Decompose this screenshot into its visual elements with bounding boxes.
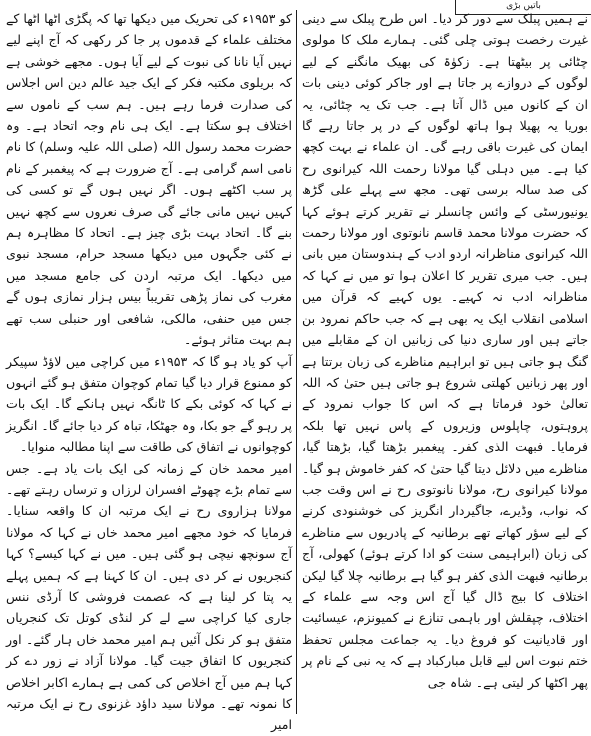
right-column-paragraph: نے ہمیں پبلک سے دور کر دیا۔ اس طرح پبلک سے دینی غیرت رخصت ہوتی چلی گئی۔ ہمارے ملک کا مولوی چٹائی پر بیٹھتا ہے۔ زکوٰۃ کی بھیک مانگنے کے لیے لوگوں کے دروازے پر جاتا ہے اور جاکر کوئی دینی بات ان کے کانوں میں ڈال آتا ہے۔ جب تک یہ چٹائی، یہ بوریا یہ پھیلا ہوا ہاتھ لوگوں کے در پر جاتا رہے گا ایمان کی غیرت باقی رہے گی۔ ان علماء نے بہت کچھ کیا ہے۔ میں دہلی گیا مولانا رحمت اللہ کیرانوی رح کی صد سالہ برسی تھی۔ مجھ سے پہلے علی گڑھ یونیورسٹی کے وائس چانسلر نے تقریر کرتے ہوئے کہا کہ حضرت مولانا محمد قاسم نانوتوی اور مولانا رحمت اللہ کیرانوی مناظرانہ اردو ادب کے ہندوستان میں بانی ہیں۔ جب میری تقریر کا اعلان ہوا تو میں نے کہا کہ مناظرانہ ادب نہ کہیے۔ یوں کہیے کہ قرآن میں اسلامی انقلاب ایک یہ بھی ہے کہ جب حاکم نمرود بن جاتے ہیں اور ساری دنیا کی زبانیں ان کے مقابلے میں گنگ ہو جاتی ہیں تو ابراہیم مناظرے کی زبان برتتا ہے اور پھر زبانیں کھلتی شروع ہو جاتی ہیں حتیٰ کہ اللہ تعالیٰ خود فرماتا ہے کہ اس کا جواب نمرود کے پروہتوں، چاپلوس وزیروں کے پاس نہیں تھا بلکہ فرمایا۔ فبھت الذی کفر۔ پیغمبر بڑھتا گیا، بڑھتا گیا، مناظرے میں دلائل دیتا گیا حتیٰ کہ کفر خاموش ہو گیا۔ مولانا کیرانوی رح، مولانا نانوتوی رح نے اس وقت جب کہ نواب، وڈیرے، جاگیردار انگریز کی خوشنودی کرنے کے لیے سؤر کھاتے تھے برطانیہ کے پادریوں سے مناظرے کی زبان (ابراہیمی سنت کو ادا کرتے ہوئے) کھولی، آج برطانیہ فبھت الذی کفر ہو گیا ہے برطانیہ چلا گیا لیکن اختلاف کا بیج ڈال گیا آج اس وجہ سے علماء کے اختلاف، چپقلش اور باہمی تنازع نے کمیونزم، عیسائیت اور قادیانیت کو فروغ دیا۔ یہ جماعت مجلس تحفظ ختم نبوت اس لیے قابل مبارکباد ہے کہ یہ نبی کے نام پر پھر اکٹھا کر لیتی ہے۔ شاہ جی [302, 11, 588, 690]
left-text-column [6, 8, 292, 733]
column-divider [296, 10, 297, 714]
left-column-paragraph: کو ۱۹۵۳ء کی تحریک میں دیکھا تھا کہ پگڑی اٹھا اٹھا کے مختلف علماء کے قدموں پر جا کر رکھی کہ آج اپنے لیے نہیں آیا نانا کی نبوت کے لیے آیا ہوں۔ مجھے خوشی ہے کہ بریلوی مکتبہ فکر کے ایک جید عالم دین اس اجلاس کی صدارت فرما رہے ہیں۔ ہم سب کے ناموں سے اختلاف ہو سکتا ہے۔ ایک ہی نام وجہ اتحاد ہے۔ وہ حضرت محمد رسول اللہ (صلی اللہ علیہ وسلم) کا نام نامی اسم گرامی ہے۔ آج ضرورت ہے کہ پیغمبر کے نام پر سب اکٹھے ہوں۔ اگر نہیں ہوں گے تو کسی کی کہیں نہیں مانی جائے گی صرف نعروں سے کچھ نہیں بنے گا۔ اتحاد بہت بڑی چیز ہے۔ اتحاد کا مظاہرہ ہم نے کئی جگہوں میں دیکھا مسجد حرام، مسجد نبوی میں دیکھا۔ ایک مرتبہ اردن کی جامع مسجد میں مغرب کی نماز پڑھی تقریباً بیس ہزار نمازی ہوں گے جس میں حنفی، مالکی، شافعی اور حنبلی سب تھے ہم بہت متاثر ہوئے۔ [6, 11, 292, 348]
header-strip-text: باتیں بڑی [506, 1, 541, 11]
right-text-column [302, 8, 588, 716]
left-column-paragraph: امیر محمد خان کے زمانہ کی ایک بات یاد ہے۔ جس سے تمام بڑے چھوٹے افسران لرزاں و ترساں رہتے تھے۔ مولانا ہزاروی رح نے ایک مرتبہ ان کا واقعہ سنایا۔ فرمایا کہ خود مجھے امیر محمد خاں نے کہا کہ مولانا آج سونچھ نیچی ہو گئی ہیں۔ میں نے کہا کیسے؟ کہا کنجریوں نے کر دی ہیں۔ ان کا کہنا ہے کہ ہمیں پہلے یہ پتا کر لینا ہے کہ عصمت فروشی کا آرڈی ننس جاری کیا کراچی سے لے کر لنڈی کوتل تک کنجریاں متفق ہو کر نکل آئیں ہم امیر محمد خاں ہار گئے۔ اور کنجریوں کا اتفاق جیت گیا۔ مولانا آزاد نے زور دے کر کہا ہم میں آج اخلاص کی کمی ہے ہمارے اکابر اخلاص کا نمونہ تھے۔ مولانا سید داؤد غزنوی رح نے ایک مرتبہ امیر [6, 460, 292, 733]
left-column-paragraph: آپ کو یاد ہو گا کہ ۱۹۵۳ء میں کراچی میں لاؤڈ سپیکر کو ممنوع قرار دیا گیا تمام کوچوان متفق ہو گئے انہوں نے کہا کہ کوئی بکے کا ٹانگہ نہیں ہانکے گا۔ ایک بات پر رہو گے جو بکا، وہ جھٹکا، تباہ کر دیا جائے گا۔ انگریز کوچوانوں نے اتفاق کی طاقت سے اپنا مطالبہ منوایا۔ [6, 353, 292, 455]
